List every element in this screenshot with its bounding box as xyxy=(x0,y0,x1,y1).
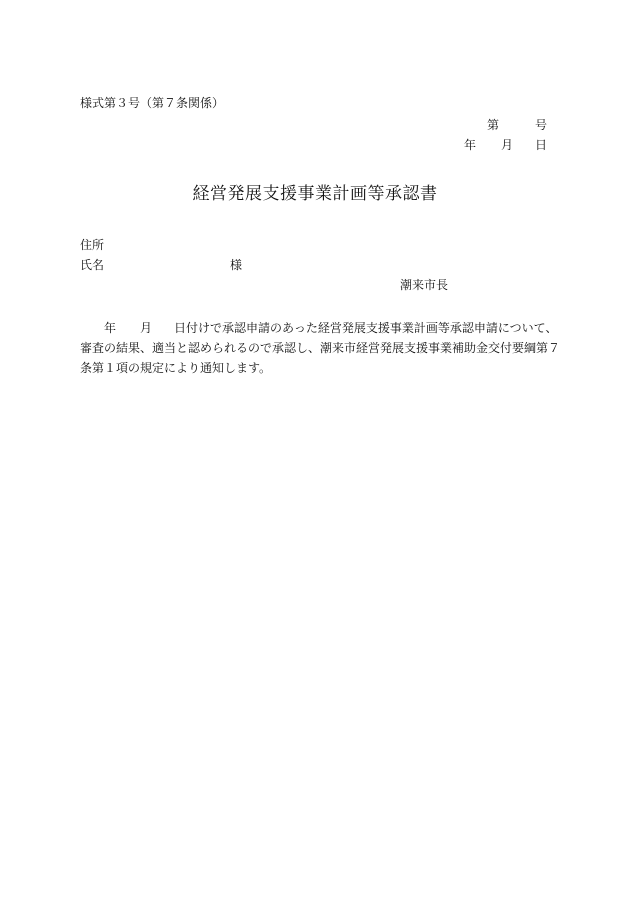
honorific-label: 様 xyxy=(230,258,243,272)
sender-mayor: 潮来市長 xyxy=(400,278,449,292)
form-number-label: 様式第３号（第７条関係） xyxy=(80,96,225,110)
body-line-2: 審査の結果、適当と認められるので承認し、潮来市経営発展支援事業補助金交付要綱第７ xyxy=(80,341,561,355)
body-line-1 xyxy=(80,318,560,338)
name-label: 氏名 xyxy=(80,258,105,272)
date-month-label: 月 xyxy=(501,138,514,152)
body-line-1-text: 日付けで承認申請のあった経営発展支援事業計画等承認申請について、 xyxy=(174,321,558,335)
body-year: 年 xyxy=(104,321,117,335)
document-number-suffix: 号 xyxy=(535,118,548,132)
document-number-prefix: 第 xyxy=(487,118,500,132)
body-line-3: 条第１項の規定により通知します。 xyxy=(80,361,272,375)
address-label: 住所 xyxy=(80,238,105,252)
document-title: 経営発展支援事業計画等承認書 xyxy=(192,184,438,204)
body-month: 月 xyxy=(140,321,153,335)
date-day-label: 日 xyxy=(535,138,548,152)
date-year-label: 年 xyxy=(464,138,477,152)
notice-body xyxy=(80,318,560,378)
